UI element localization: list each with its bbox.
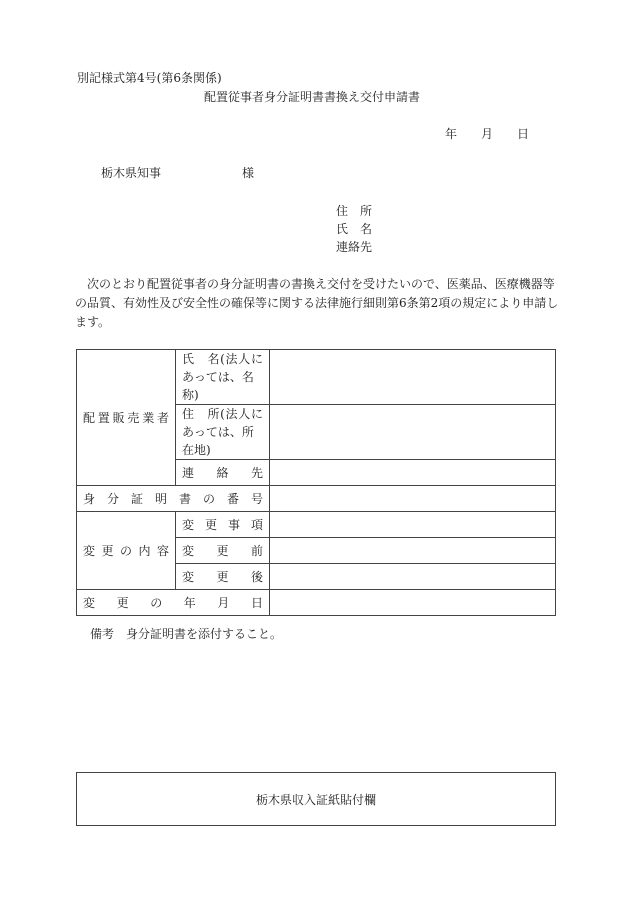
seller-address-field[interactable] [270,405,556,460]
remark-note: 備考 身分証明書を添付すること。 [90,627,283,641]
certificate-number-field[interactable] [270,486,556,512]
seller-contact-field[interactable] [270,460,556,486]
form-number: 別記様式第4号(第6条関係) [77,71,222,85]
table-row [77,590,556,616]
applicant-contact-label: 連絡先 [336,240,373,254]
seller-name-label-line1: 氏 名(法人に [182,352,263,366]
change-after-field[interactable] [270,564,556,590]
revenue-stamp-label: 栃木県収入証紙貼付欄 [255,792,376,807]
change-date-label: 変更の年月日 [77,590,270,616]
table-row [77,486,556,512]
revenue-stamp-box [76,772,556,826]
seller-name-label-line2: あっては、名称) [182,370,254,402]
table-row [77,350,556,405]
applicant-name-label: 氏 名 [336,222,373,236]
certificate-number-label: 身分証明書の番号 [77,486,270,512]
seller-name-field[interactable] [270,350,556,405]
applicant-address-label: 住 所 [336,204,373,218]
addressee [101,164,255,181]
seller-name-label [176,350,270,405]
change-date-field[interactable] [270,590,556,616]
addressee-name: 栃木県知事 [101,166,162,180]
date-line [445,125,529,142]
table-row [77,512,556,538]
addressee-honorific: 様 [242,166,255,180]
seller-address-label-line2: あっては、所在地) [182,425,254,457]
date-year: 年 [445,127,458,141]
date-month: 月 [481,127,494,141]
seller-contact-label: 連絡先 [176,460,270,486]
application-table [76,349,556,616]
change-item-label: 変更事項 [176,512,270,538]
change-content-label: 変更の内容 [77,512,176,590]
seller-label: 配置販売業者 [77,350,176,486]
seller-address-label-line1: 住 所(法人に [182,407,263,421]
date-day: 日 [517,127,530,141]
change-item-field[interactable] [270,512,556,538]
change-before-label: 変更前 [176,538,270,564]
change-before-field[interactable] [270,538,556,564]
document-title: 配置従事者身分証明書書換え交付申請書 [204,90,421,104]
intro-paragraph: 次のとおり配置従事者の身分証明書の書換え交付を受けたいので、医薬品、医療機器等の品質、有効性及び安全性の確保等に関する法律施行細則第6条第2項の規定により申請します。 [75,277,559,329]
change-after-label: 変更後 [176,564,270,590]
seller-address-label [176,405,270,460]
